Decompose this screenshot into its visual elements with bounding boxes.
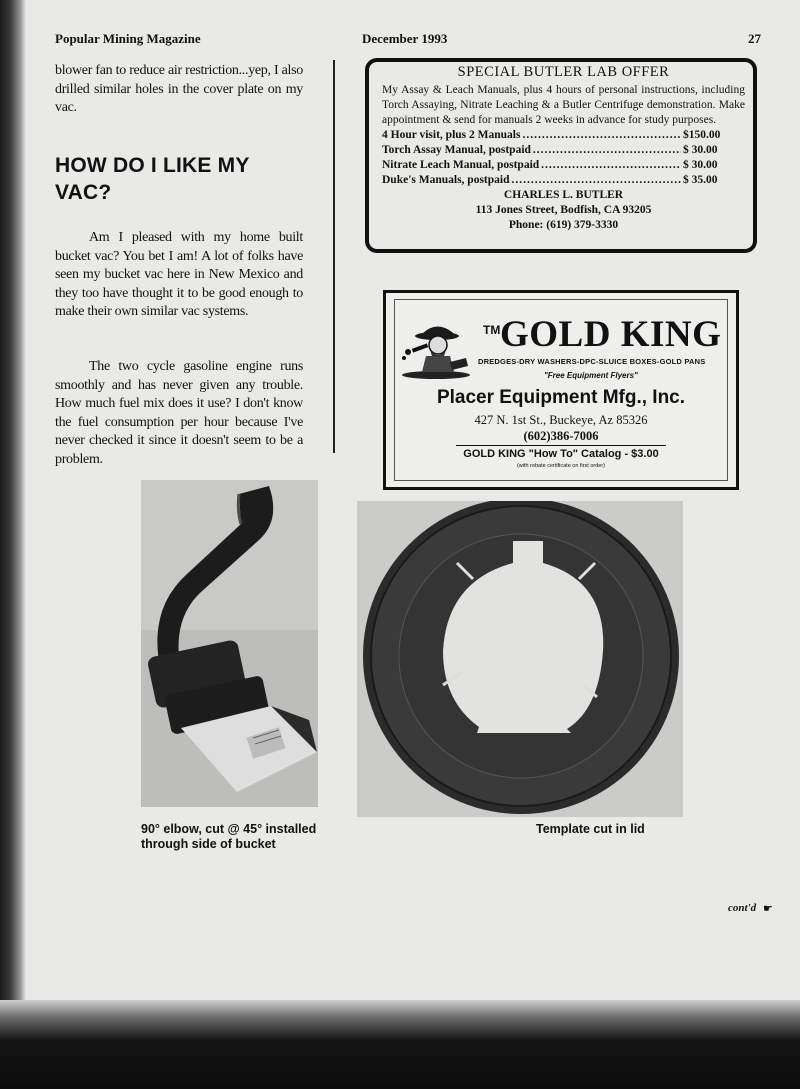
offer-title: SPECIAL BUTLER LAB OFFER	[457, 64, 670, 80]
issue-date: December 1993	[362, 31, 448, 46]
leader-dots	[512, 173, 682, 188]
page-number: 27	[748, 31, 761, 46]
price-value: $ 30.00	[683, 159, 718, 171]
leader-dots	[522, 128, 681, 143]
price-value: $ 30.00	[683, 144, 718, 156]
offer-contact-address: 113 Jones Street, Bodfish, CA 93205	[475, 204, 652, 216]
article-intro-paragraph: blower fan to reduce air restriction...yep, I also drilled similar holes in the cover plate on my vac.	[55, 63, 303, 115]
article-paragraph: Am I pleased with my home built bucket vac? You bet I am! A lot of folks have seen my bucket vac here in New Mexico and they too have thought it to be good enough to make their own similar vac systems.	[55, 230, 303, 319]
continued-note: cont'd	[728, 902, 757, 914]
product-list: DREDGES-DRY WASHERS-DPC-SLUICE BOXES-GOLD PANS	[478, 357, 706, 366]
scan-background	[0, 1000, 800, 1089]
price-label: 4 Hour visit, plus 2 Manuals	[382, 129, 521, 141]
lid-template-photo	[357, 501, 683, 817]
column-divider	[333, 60, 335, 453]
offer-contact-phone: Phone: (619) 379-3330	[508, 219, 619, 231]
photo-caption: 90° elbow, cut @ 45° installed through side of bucket	[141, 822, 317, 851]
rebate-note: (with rebate certificate on first order)	[516, 463, 606, 469]
gold-king-ad	[383, 290, 739, 490]
price-value: $150.00	[683, 129, 721, 141]
leader-dots	[541, 158, 681, 173]
price-label: Duke's Manuals, postpaid	[382, 174, 510, 186]
price-row	[382, 128, 745, 143]
catalog-offer: GOLD KING "How To" Catalog - $3.00	[463, 448, 659, 460]
price-label: Nitrate Leach Manual, postpaid	[382, 159, 540, 171]
ad-divider	[456, 445, 666, 446]
leader-dots	[533, 143, 681, 158]
offer-contact-name: CHARLES L. BUTLER	[503, 189, 624, 201]
price-row	[382, 143, 745, 158]
free-flyers-note: "Free Equipment Flyers"	[544, 371, 638, 380]
company-name: Placer Equipment Mfg., Inc.	[436, 387, 686, 408]
pointing-hand-icon: ☛	[763, 903, 773, 915]
company-address: 427 N. 1st St., Buckeye, Az 85326	[474, 413, 648, 427]
article-heading: HOW DO I LIKE MY VAC?	[55, 154, 250, 204]
prospector-mascot-icon	[400, 318, 472, 380]
elbow-pipe-photo	[141, 480, 318, 807]
brand-name: GOLD KING	[500, 314, 722, 355]
price-value: $ 35.00	[683, 174, 718, 186]
company-phone: (602)386-7006	[523, 429, 599, 443]
offer-description: My Assay & Leach Manuals, plus 4 hours of personal instructions, including Torch Assaying, Nitrate Leaching & a Butler Centrifuge demonstration. Make appointment & send for manuals 2 weeks in advance for study purposes.	[382, 84, 745, 126]
price-row	[382, 158, 745, 173]
magazine-title: Popular Mining Magazine	[55, 31, 201, 46]
price-label: Torch Assay Manual, postpaid	[382, 144, 531, 156]
photo-caption: Template cut in lid	[536, 822, 645, 836]
article-paragraph: The two cycle gasoline engine runs smoothly and has never given any trouble. How much fuel mix does it use? I don't know the fuel consumption per hour because I've never checked it since it doesn't seem to be a problem.	[55, 359, 303, 467]
butler-lab-offer-ad	[365, 58, 757, 253]
trademark-symbol: TM	[483, 323, 501, 337]
price-row	[382, 173, 745, 188]
